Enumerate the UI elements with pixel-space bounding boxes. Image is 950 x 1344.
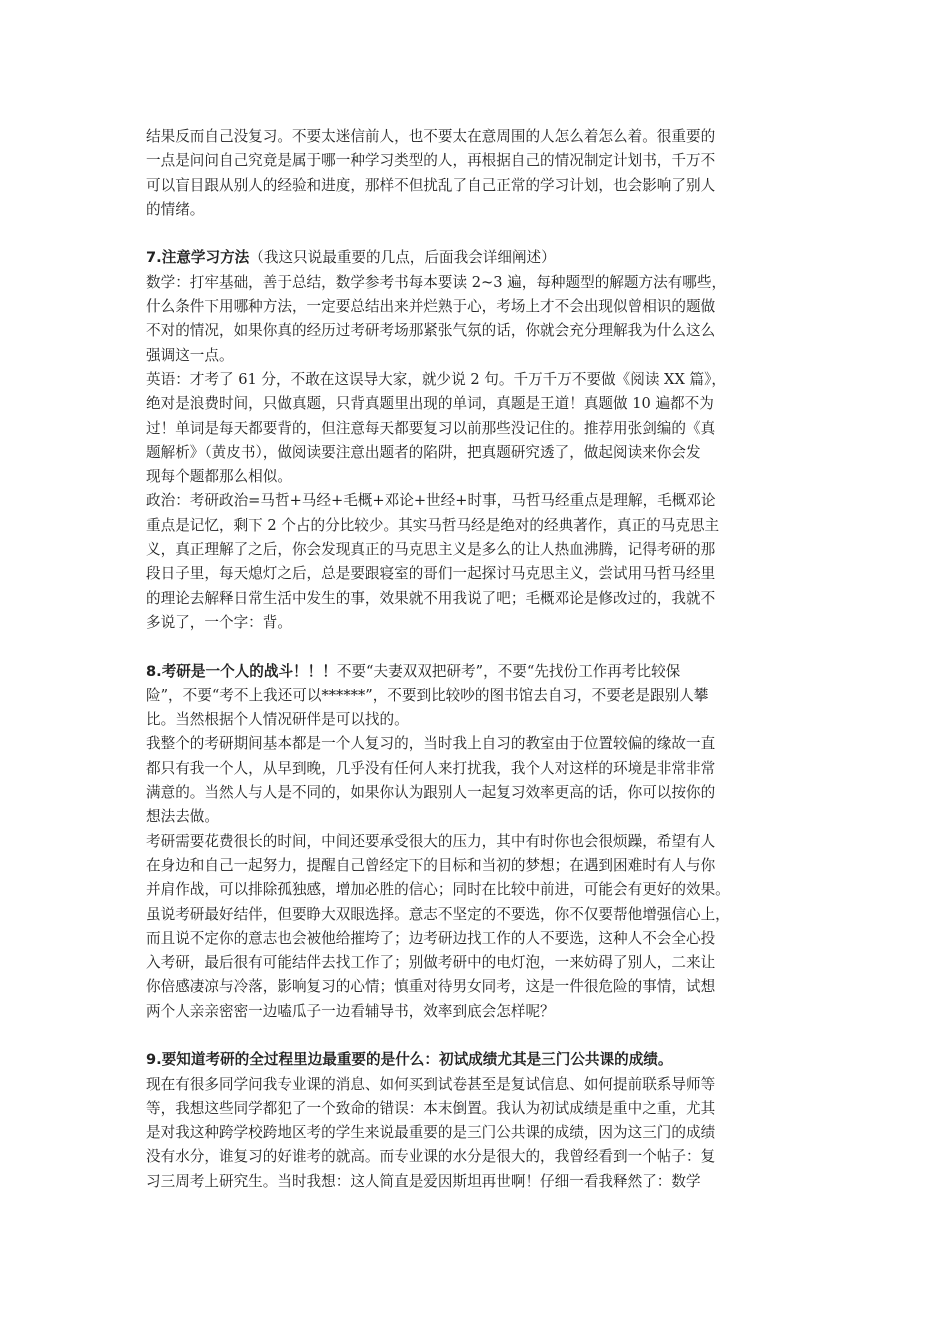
text-line: 的理论去解释日常生活中发生的事，效果就不用我说了吧；毛概邓论是修改过的，我就不	[146, 589, 716, 607]
text-line: 义，真正理解了之后，你会发现真正的马克思主义是多么的让人热血沸腾，记得考研的那	[146, 541, 716, 559]
section-7	[146, 246, 812, 635]
text-line: 在身边和自己一起努力，提醒自己曾经定下的目标和当初的梦想；在遇到困难时有人与你	[146, 856, 716, 874]
text-line: 重点是记忆，剩下 2 个占的分比较少。其实马哲马经是绝对的经典著作，真正的马克思主	[146, 516, 720, 534]
text-line: 习三周考上研究生。当时我想：这人简直是爱因斯坦再世啊！仔细一看我释然了：数学	[146, 1172, 701, 1190]
text-line: 都只有我一个人，从早到晚，几乎没有任何人来打扰我，我个人对这样的环境是非常非常	[146, 759, 716, 777]
text-line: 段日子里，每天熄灯之后，总是要跟寝室的哥们一起探讨马克思主义，尝试用马哲马经里	[146, 565, 716, 583]
section-8	[146, 660, 812, 1024]
paragraph-gap	[146, 1024, 812, 1048]
text-line: 绝对是浪费时间，只做真题，只背真题里出现的单词，真题是王道！真题做 10 遍都不为	[146, 395, 714, 413]
paragraph-gap	[146, 222, 812, 246]
text-line: 想法去做。	[146, 808, 219, 826]
text-line: 结果反而自己没复习。不要太迷信前人，也不要太在意周围的人怎么着怎么着。很重要的	[146, 128, 716, 145]
text-line: 两个人亲亲密密一边嗑瓜子一边看辅导书，效率到底会怎样呢？	[146, 1002, 555, 1020]
text-line: 满意的。当然人与人是不同的，如果你认为跟别人一起复习效率更高的话，你可以按你的	[146, 784, 716, 802]
section-9	[146, 1048, 812, 1194]
paragraph-gap	[146, 635, 812, 659]
text-line: 比。当然根据个人情况研伴是可以找的。	[146, 711, 409, 729]
text-line: 过！单词是每天都要背的，但注意每天都要复习以前那些没记住的。推荐用张剑编的《真	[146, 419, 716, 437]
text-line: 不对的情况，如果你真的经历过考研考场那紧张气氛的话，你就会充分理解我为什么这么	[146, 322, 716, 340]
section-7-heading-note: （我这只说最重要的几点，后面我会详细阐述）	[249, 249, 556, 267]
text-line: 的情绪。	[146, 200, 205, 218]
text-line: 我整个的考研期间基本都是一个人复习的，当时我上自习的教室由于位置较偏的缘故一直	[146, 735, 716, 753]
section-8-heading: 8.考研是一个人的战斗！！！	[146, 662, 337, 680]
text-line: 并肩作战，可以排除孤独感，增加必胜的信心；同时在比较中前进，可能会有更好的效果。	[146, 881, 730, 899]
text-line: 是对我这种跨学校跨地区考的学生来说最重要的是三门公共课的成绩，因为这三门的成绩	[146, 1124, 716, 1142]
text-line: 多说了，一个字：背。	[146, 613, 292, 631]
text-line: 强调这一点。	[146, 346, 234, 364]
intro-paragraph	[146, 125, 812, 222]
text-line: 什么条件下用哪种方法，一定要总结出来并烂熟于心，考场上才不会出现似曾相识的题做	[146, 298, 716, 316]
text-line: 一点是问问自己究竟是属于哪一种学习类型的人，再根据自己的情况制定计划书，千万不	[146, 152, 716, 170]
text-line: 考研需要花费很长的时间，中间还要承受很大的压力，其中有时你也会很烦躁，希望有人	[146, 832, 716, 850]
text-line: 数学：打牢基础，善于总结，数学参考书每本要读 2~3 遍，每种题型的解题方法有哪些，	[146, 273, 727, 291]
section-7-heading: 7.注意学习方法	[146, 249, 250, 267]
section-7-heading-line	[146, 246, 812, 270]
text-line: 政治：考研政治=马哲+马经+毛概+邓论+世经+时事，马哲马经重点是理解，毛概邓论	[146, 492, 716, 510]
text-line: 你倍感凄凉与冷落，影响复习的心情；慎重对待男女同考，这是一件很危险的事情，试想	[146, 978, 716, 996]
text-line: 险”，不要“考不上我还可以******”，不要到比较吵的图书馆去自习，不要老是跟别人攀	[146, 686, 709, 704]
text-line: 入考研，最后很有可能结伴去找工作了；别做考研中的电灯泡，一来妨碍了别人，二来让	[146, 954, 716, 972]
text-line: 可以盲目跟从别人的经验和进度，那样不但扰乱了自己正常的学习计划，也会影响了别人	[146, 176, 716, 194]
text-line: 现每个题都那么相似。	[146, 468, 292, 486]
text-line: 虽说考研最好结伴，但要睁大双眼选择。意志不坚定的不要选，你不仅要帮他增强信心上，	[146, 905, 730, 923]
section-8-heading-line	[146, 660, 812, 684]
section-8-heading-rest: 不要“夫妻双双把研考”，不要“先找份工作再考比较保	[336, 662, 681, 680]
text-line: 等，我想这些同学都犯了一个致命的错误：本末倒置。我认为初试成绩是重中之重，尤其	[146, 1099, 716, 1117]
document-body	[146, 125, 812, 1194]
text-line: 而且说不定你的意志也会被他给摧垮了；边考研边找工作的人不要选，这种人不会全心投	[146, 929, 716, 947]
text-line: 现在有很多同学问我专业课的消息、如何买到试卷甚至是复试信息、如何提前联系导师等	[146, 1075, 716, 1093]
text-line: 题解析》（黄皮书），做阅读要注意出题者的陷阱，把真题研究透了，做起阅读来你会发	[146, 443, 701, 461]
section-9-heading: 9.要知道考研的全过程里边最重要的是什么：初试成绩尤其是三门公共课的成绩。	[146, 1051, 673, 1069]
text-line: 英语：才考了 61 分，不敢在这误导大家，就少说 2 句。千万千万不要做《阅读 XX 篇》，	[146, 370, 726, 388]
text-line: 没有水分，谁复习的好谁考的就高。而专业课的水分是很大的，我曾经看到一个帖子：复	[146, 1148, 716, 1166]
